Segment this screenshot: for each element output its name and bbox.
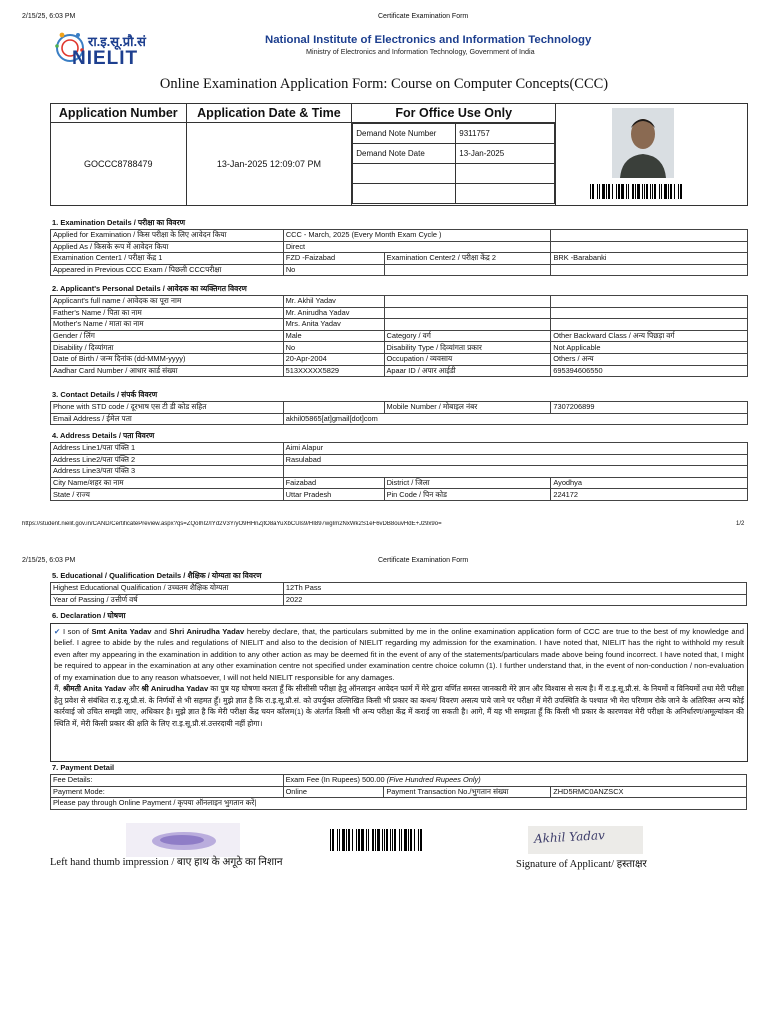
cell: ZHD5RMC0ANZSCX — [551, 786, 747, 798]
cell: Mobile Number / मोबाइल नंबर — [384, 402, 551, 414]
section-1-title: 1. Examination Details / परीक्षा का विवरण — [52, 218, 186, 227]
cell: Examination Center1 / परीक्षा केंद्र 1 — [51, 253, 284, 265]
barcode-bar — [612, 184, 613, 199]
table-row — [51, 307, 748, 319]
cell: Address Line1/पता पंक्ति 1 — [51, 443, 284, 455]
table-row — [51, 594, 747, 606]
signature-image — [528, 826, 643, 854]
table-row — [51, 296, 748, 308]
barcode-bar — [368, 829, 369, 851]
cell: Others / अन्य — [551, 353, 748, 365]
cell — [283, 402, 384, 414]
father-name-hindi: श्री Anirudha Yadav — [141, 684, 209, 694]
thumbprint-icon — [126, 823, 240, 857]
table-row — [51, 443, 748, 455]
cell: Email Address / ईमेल पता — [51, 413, 284, 425]
office-use-label: For Office Use Only — [352, 104, 556, 123]
page-number: 1/2 — [736, 521, 745, 527]
cell: Mother's Name / माता का नाम — [51, 319, 284, 331]
cell: Other Backward Class / अन्य पिछड़ा वर्ग — [551, 330, 748, 342]
barcode-bar — [386, 829, 388, 851]
section-3-title: 3. Contact Details / संपर्क विवरण — [52, 390, 158, 399]
declaration-text: hereby declare, that, the particulars submitted by me in the online examination application form of CCC are true to the best of my knowledge and belief. I agree to abide by the rules and regulations of NIELIT and also to the decision of NIELIT regarding my admission for the examination. I have noted that, NIELIT has the right to withhold my result even after my appearing in the examination in addition to any other action as may be deemed fit in the event of any of the statements/particulars made above being found incorrect. I have noted that, I might be required to appear in the examination at any other examination centre not specified under examination centre choice column (1). I further understand that, in the event of non-conduction / non-evaluation of my examination due to any reason whatsoever, I will not held NIELIT responsible for any damages. — [54, 627, 744, 682]
office-use-table — [352, 123, 555, 204]
cell: Ayodhya — [551, 477, 748, 489]
barcode-bar — [366, 829, 367, 851]
barcode-bar — [399, 829, 400, 851]
logo-english-text: NIELIT — [72, 48, 139, 69]
declaration-hindi — [54, 683, 744, 729]
cell: Please pay through Online Payment / कृपया ऑनलाइन भुगतान करें| — [51, 798, 747, 810]
photo-barcode — [590, 184, 700, 199]
cell: Fee Details: — [51, 775, 284, 787]
cell: Aadhar Card Number / आधार कार्ड संख्या — [51, 365, 284, 377]
fee-words: (Five Hundred Rupees Only) — [386, 775, 481, 785]
barcode-bar — [659, 184, 660, 199]
page-url: https://student.nielit.gov.in/CAND/CertificatePreview.aspx?qs=ZQoIhI2/IYd2V3Y/yO9HHnZjtO8aYuXbCUls9/HI897wgIm2NxWk2S1eF6vDB8ouvHdE+Jz9x9o= — [22, 521, 442, 527]
barcode-bar — [621, 184, 624, 199]
section-4-title: 4. Address Details / पता विवरण — [52, 431, 155, 440]
declaration-text: and — [151, 627, 170, 636]
person-photo-icon — [612, 108, 674, 178]
table-row — [51, 489, 748, 501]
table-row — [51, 365, 748, 377]
barcode-bar — [668, 184, 669, 199]
thumb-impression — [126, 823, 240, 857]
cell: 7307206899 — [551, 402, 748, 414]
table-row — [51, 241, 748, 253]
barcode-bar — [664, 184, 667, 199]
barcode-bar — [346, 829, 347, 851]
cell: Gender / लिंग — [51, 330, 284, 342]
father-name: Shri Anirudha Yadav — [169, 627, 245, 636]
barcode-bar — [635, 184, 636, 199]
cell: Examination Center2 / परीक्षा केंद्र 2 — [384, 253, 551, 265]
table-row — [51, 786, 747, 798]
barcode-bar — [332, 829, 334, 851]
cell: BRK -Barabanki — [551, 253, 748, 265]
barcode-bar — [420, 829, 422, 851]
declaration-text: I son of — [60, 627, 92, 636]
cell — [384, 307, 551, 319]
table-row — [51, 775, 747, 787]
cell — [551, 241, 748, 253]
cell: Father's Name / पिता का नाम — [51, 307, 284, 319]
barcode-bar — [352, 829, 353, 851]
cell: Payment Transaction No./भुगतान संख्या — [384, 786, 551, 798]
print-doc-title: Certificate Examination Form — [378, 13, 469, 20]
personal-details-table — [50, 295, 748, 377]
barcode-bar — [401, 829, 402, 851]
table-row — [51, 330, 748, 342]
cell: State / राज्य — [51, 489, 284, 501]
table-row — [51, 413, 748, 425]
barcode-bar — [330, 829, 331, 851]
table-row — [51, 319, 748, 331]
barcode-bar — [616, 184, 617, 199]
barcode-bar — [661, 184, 662, 199]
table-row — [51, 230, 748, 242]
application-datetime: 13-Jan-2025 12:09:07 PM — [186, 123, 352, 206]
cell: Applied for Examination / किस परीक्षा के लिए आवेदन किया — [51, 230, 284, 242]
barcode-bar — [678, 184, 679, 199]
education-details-table — [50, 582, 747, 606]
thumb-caption — [50, 855, 283, 869]
cell: Online — [283, 786, 384, 798]
check-icon: ✔ — [54, 627, 61, 636]
barcode-bar — [674, 184, 675, 199]
cell: Year of Passing / उत्तीर्ण वर्ष — [51, 594, 284, 606]
cell: No — [283, 342, 384, 354]
barcode-bar — [650, 184, 651, 199]
barcode-bar — [597, 184, 598, 199]
barcode-bar — [392, 829, 393, 851]
cell: Uttar Pradesh — [283, 489, 384, 501]
barcode-bar — [654, 184, 656, 199]
barcode-bar — [637, 184, 640, 199]
barcode-bar — [382, 829, 383, 851]
cell: Occupation / व्यवसाय — [384, 353, 551, 365]
cell: Date of Birth / जन्म दिनांक (dd-MMM-yyyy) — [51, 353, 284, 365]
print-datetime-2: 2/15/25, 6:03 PM — [22, 557, 76, 564]
address-details-table — [50, 442, 748, 501]
declaration-text: मैं, — [54, 684, 63, 694]
cell: Applicant's full name / आवेदक का पूरा नाम — [51, 296, 284, 308]
table-row — [51, 264, 748, 276]
org-name: National Institute of Electronics and Information Technology — [265, 34, 592, 46]
cell: FZD -Faizabad — [283, 253, 384, 265]
cell: Disability Type / दिव्यांगता प्रकार — [384, 342, 551, 354]
section-5-title: 5. Educational / Qualification Details / शैक्षिक / योग्यता का विवरण — [52, 571, 262, 580]
footer-barcode — [330, 829, 440, 851]
section-2-title: 2. Applicant's Personal Details / आवेदक का व्यक्तिगत विवरण — [52, 284, 247, 293]
barcode-bar — [644, 184, 645, 199]
table-row — [51, 253, 748, 265]
cell — [551, 319, 748, 331]
applicant-photo — [612, 108, 674, 178]
cell: District / जिला — [384, 477, 551, 489]
barcode-bar — [342, 829, 345, 851]
table-row — [51, 583, 747, 595]
signature-caption-en: Signature of Applicant/ — [516, 859, 617, 870]
demand-note-number: 9311757 — [456, 124, 555, 144]
table-row — [51, 477, 748, 489]
cell: Applied As / किसके रूप में आवेदन किया — [51, 241, 284, 253]
section-6-title: 6. Declaration / घोषणा — [52, 611, 126, 620]
declaration-text: का पुत्र यह घोषणा करता हूँ कि सीसीसी परीक्षा हेतु ऑनलाइन आवेदन फार्म में मेरे द्वारा वर्णित समस्त जानकारी मेरे ज्ञान और विश्वास से सत्य है। मैं रा.इ.सू.प्रौ.सं. के नियमों व विनियमों तथा मेरी परीक्षा हेतु प्रवेश से संबंधित रा.इ.सू.प्रौ.सं. के निर्णयों से भी सहमत हूँ। मुझे ज्ञात है कि रा.इ.सू.प्रौ.सं. को उपर्युक्त उल्लिखित किसी भी प्रकार का कथन/ विवरण असत्य पाये जाने पर परीक्षा में मेरी उपस्थिति के पश्चात भी मेरा परिणाम रोके जाने के अतिरिक्त अन्य कोई कार्रवाई जो उचित समझी जाए, अधिकार है। मुझे ज्ञात है कि मेरी परीक्षा केंद्र चयन कॉलम(1) के अंतर्गत किसी भी अन्य परीक्षा केंद्र में कराई जा सकती है। आगे, मैं यह भी समझता हूँ कि किसी भी प्रकार के कारणवश मेरी परीक्षा के अनिर्धारण/अमूल्यांकन की स्थिति में, मेरी किसी प्रकार की क्षति के लिए रा.इ.सू.प्रौ.सं.उत्तरदायी नहीं होगा। — [54, 684, 745, 728]
cell: Apaar ID / अपार आईडी — [384, 365, 551, 377]
cell: 12Th Pass — [283, 583, 746, 595]
cell: 513XXXXX5829 — [283, 365, 384, 377]
signature-text: Akhil Yadav — [533, 828, 606, 846]
cell: Address Line2/पता पंक्ति 2 — [51, 454, 284, 466]
barcode-bar — [626, 184, 627, 199]
cell: Mrs. Anita Yadav — [283, 319, 384, 331]
barcode-bar — [642, 184, 643, 199]
print-datetime: 2/15/25, 6:03 PM — [22, 13, 76, 20]
declaration-text: और — [126, 684, 142, 694]
cell: City Name/शहर का नाम — [51, 477, 284, 489]
cell: Direct — [283, 241, 551, 253]
application-number-label: Application Number — [51, 104, 187, 123]
demand-note-date-label: Demand Note Date — [353, 144, 456, 164]
barcode-bar — [394, 829, 396, 851]
table-row — [51, 454, 748, 466]
cell: CCC - March, 2025 (Every Month Exam Cycle ) — [283, 230, 551, 242]
barcode-bar — [670, 184, 672, 199]
thumb-caption-en: Left hand thumb impression / — [50, 857, 177, 868]
cell: Rasulabad — [283, 454, 747, 466]
cell: 2022 — [283, 594, 746, 606]
barcode-bar — [652, 184, 653, 199]
barcode-bar — [632, 184, 634, 199]
print-doc-title-2: Certificate Examination Form — [378, 557, 469, 564]
cell — [283, 775, 746, 787]
cell: Aimi Alapur — [283, 443, 747, 455]
cell: Mr. Anirudha Yadav — [283, 307, 384, 319]
barcode-bar — [377, 829, 380, 851]
barcode-bar — [608, 184, 610, 199]
org-ministry: Ministry of Electronics and Information Technology, Government of India — [306, 47, 535, 56]
table-row — [51, 402, 748, 414]
cell: Mr. Akhil Yadav — [283, 296, 384, 308]
contact-details-table — [50, 401, 748, 425]
barcode-bar — [418, 829, 419, 851]
logo-hindi-text: रा.इ.सू.प्रौ.सं — [88, 34, 146, 49]
table-row — [51, 798, 747, 810]
barcode-bar — [618, 184, 620, 199]
barcode-bar — [628, 184, 629, 199]
cell — [384, 319, 551, 331]
cell: Payment Mode: — [51, 786, 284, 798]
cell: Category / वर्ग — [384, 330, 551, 342]
barcode-bar — [592, 184, 594, 199]
signature-caption-hi: हस्ताक्षर — [616, 859, 647, 870]
nielit-logo — [52, 26, 172, 72]
cell: Pin Code / पिन कोड — [384, 489, 551, 501]
barcode-bar — [590, 184, 591, 199]
cell: Appeared in Previous CCC Exam / पिछली CCCपरीक्षा — [51, 264, 284, 276]
barcode-bar — [361, 829, 364, 851]
cell: Disability / दिव्यांगता — [51, 342, 284, 354]
cell: Not Applicable — [551, 342, 748, 354]
barcode-bar — [390, 829, 391, 851]
barcode-bar — [337, 829, 338, 851]
barcode-bar — [356, 829, 357, 851]
mother-name: Smt Anita Yadav — [91, 627, 152, 636]
cell — [384, 296, 551, 308]
cell — [551, 307, 748, 319]
demand-note-date: 13-Jan-2025 — [456, 144, 555, 164]
cell — [283, 466, 747, 478]
signature-caption — [516, 857, 647, 871]
barcode-bar — [599, 184, 600, 199]
barcode-bar — [408, 829, 409, 851]
fee-amount: Exam Fee (In Rupees) 500.00 — [285, 775, 387, 785]
barcode-bar — [348, 829, 350, 851]
mother-name-hindi: श्रीमती Anita Yadav — [62, 684, 127, 694]
barcode-bar — [358, 829, 360, 851]
payment-details-table — [50, 774, 747, 810]
cell: akhil05865[at]gmail[dot]com — [283, 413, 747, 425]
declaration-english — [54, 626, 744, 683]
barcode-bar — [602, 184, 605, 199]
form-title: Online Examination Application Form: Course on Computer Concepts(CCC) — [159, 76, 609, 92]
cell: Address Line3/पता पंक्ति 3 — [51, 466, 284, 478]
barcode-bar — [606, 184, 607, 199]
cell — [384, 264, 551, 276]
cell: 695394606550 — [551, 365, 748, 377]
cell: No — [283, 264, 384, 276]
cell — [551, 296, 748, 308]
barcode-bar — [375, 829, 376, 851]
barcode-bar — [646, 184, 648, 199]
cell — [551, 264, 748, 276]
cell — [551, 230, 748, 242]
barcode-bar — [410, 829, 412, 851]
barcode-bar — [384, 829, 385, 851]
barcode-bar — [414, 829, 415, 851]
cell: 224172 — [551, 489, 748, 501]
cell: Highest Educational Qualification / उच्चतम शैक्षिक योग्यता — [51, 583, 284, 595]
cell: Phone with STD code / दूरभाष एस टी डी कोड सहित — [51, 402, 284, 414]
thumb-caption-hi: बाए हाथ के अगूठे का निशान — [176, 857, 283, 868]
application-number: GOCCC8788479 — [51, 123, 187, 206]
exam-details-table — [50, 229, 748, 276]
demand-note-number-label: Demand Note Number — [353, 124, 456, 144]
photo-cell — [556, 104, 748, 206]
cell: Male — [283, 330, 384, 342]
barcode-bar — [372, 829, 374, 851]
application-date-label: Application Date & Time — [186, 104, 352, 123]
table-row — [51, 342, 748, 354]
barcode-bar — [339, 829, 340, 851]
application-table — [50, 103, 748, 206]
table-row — [51, 466, 748, 478]
cell: Faizabad — [283, 477, 384, 489]
barcode-bar — [404, 829, 407, 851]
section-7-title: 7. Payment Detail — [52, 763, 115, 772]
barcode-bar — [680, 184, 682, 199]
table-row — [51, 353, 748, 365]
declaration-box — [50, 623, 748, 762]
cell: 20-Apr-2004 — [283, 353, 384, 365]
